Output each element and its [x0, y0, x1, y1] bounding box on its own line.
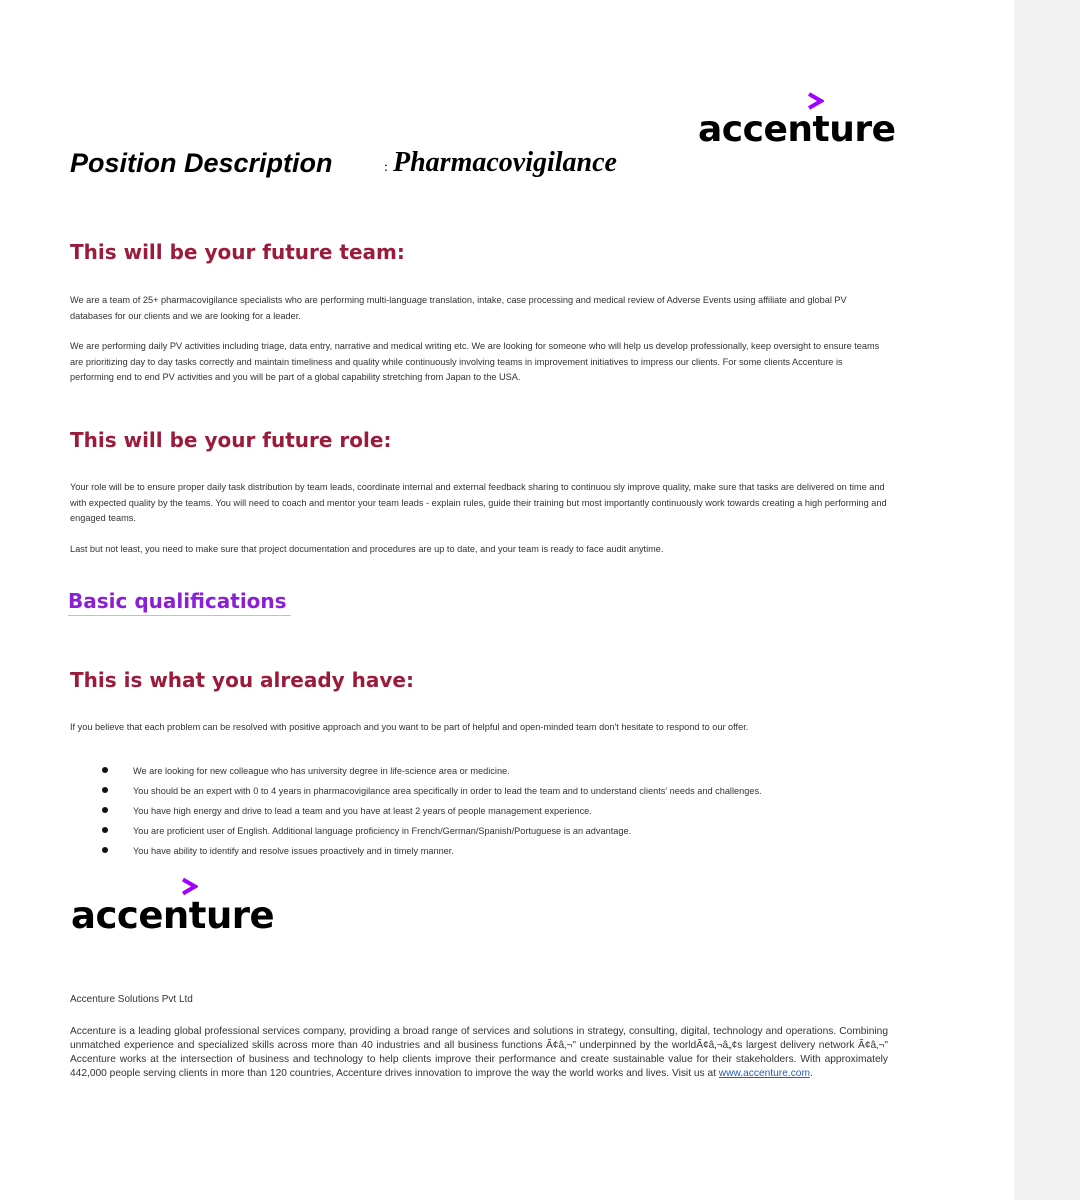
accenture-logo-bottom	[71, 894, 275, 937]
list-item: You have high energy and drive to lead a team and you have at least 2 years of people management experience.	[100, 802, 860, 822]
role-paragraph-2: Last but not least, you need to make sure that project documentation and procedures are up to date, and your team is ready to face audit anytime.	[70, 544, 664, 554]
company-name: Accenture Solutions Pvt Ltd	[70, 994, 193, 1005]
team-paragraph-1: We are a team of 25+ pharmacovigilance specialists who are performing multi-language translation, intake, case processing and medical review of Adverse Events using affiliate and global PV databases for our clients and we are looking for a leader.	[70, 295, 847, 321]
bullet-icon	[102, 767, 108, 773]
logo-wordmark: accenture	[698, 109, 896, 150]
role-paragraph-1: Your role will be to ensure proper daily task distribution by team leads, coordinate internal and external feedback sharing to continuou sly improve quality, make sure that tasks are delivered on time and with expected quality by the teams. You will need to coach and mentor your team leads - explain rules, guide their training but most importantly continuously work towards creating a high performing and engaged teams.	[70, 482, 887, 523]
bullet-icon	[102, 787, 108, 793]
bullet-icon	[102, 827, 108, 833]
bullet-icon	[102, 847, 108, 853]
position-description-label: Position Description	[70, 148, 333, 178]
title-colon: :	[384, 160, 388, 175]
team-paragraph-2: We are performing daily PV activities including triage, data entry, narrative and medical writing etc. We are looking for someone who will help us develop professionally, keep oversight to ensure teams are prioritizing day to day tasks correctly and maintain timeliness and quality while continuously involving teams in improvement initiatives to impress our clients. For some clients Accenture is performing end to end PV activities and you will be part of a global capability stretching from Japan to the USA.	[70, 341, 880, 382]
position-title: Pharmacovigilance	[393, 147, 617, 178]
accenture-logo-top	[698, 109, 896, 150]
qualifications-intro: If you believe that each problem can be resolved with positive approach and you want to be part of helpful and open-minded team don't hesitate to respond to our offer.	[70, 722, 749, 732]
page-margin-strip	[1014, 0, 1080, 1200]
future-role-heading: This will be your future role:	[70, 428, 392, 452]
list-item: You should be an expert with 0 to 4 years in pharmacovigilance area specifically in order to lead the team and to understand clients' needs and challenges.	[100, 782, 860, 802]
already-have-heading: This is what you already have:	[70, 668, 414, 692]
about-accenture: Accenture is a leading global professional services company, providing a broad range of services and solutions in strategy, consulting, digital, technology and operations. Combining unmatched experience and specialized skills across more than 40 industries and all business functions Ã¢â‚¬" underpinned by the worldÃ¢â‚¬â„¢s largest delivery network Ã¢â‚¬" Accenture works at the intersection of business and technology to help clients improve their performance and create sustainable value for their stakeholders. With approximately 442,000 people serving clients in more than 120 countries, Accenture drives innovation to improve the way the world works and lives. Visit us at www.accenture.com.	[70, 1026, 888, 1079]
bullet-icon	[102, 807, 108, 813]
list-item: We are looking for new colleague who has university degree in life-science area or medicine.	[100, 762, 860, 782]
list-item: You have ability to identify and resolve issues proactively and in timely manner.	[100, 842, 860, 862]
future-team-heading: This will be your future team:	[70, 240, 405, 264]
qualifications-list	[100, 762, 860, 862]
accenture-chevron-icon	[180, 877, 198, 896]
accenture-website-link[interactable]: www.accenture.com	[718, 1068, 810, 1079]
basic-qualifications-heading: Basic qualifications	[68, 589, 291, 616]
accenture-chevron-icon	[806, 92, 824, 110]
list-item: You are proficient user of English. Additional language proficiency in French/German/Spanish/Portuguese is an advantage.	[100, 822, 860, 842]
logo-wordmark: accenture	[71, 894, 275, 937]
